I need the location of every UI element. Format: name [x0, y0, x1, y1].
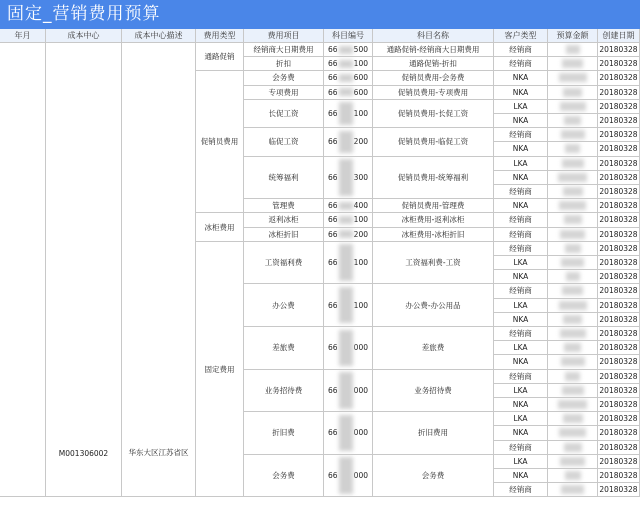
account-code-suffix: 100	[353, 59, 368, 69]
account-code-suffix: 200	[353, 137, 368, 147]
account-code-suffix: 100	[353, 300, 368, 310]
account-code-prefix: 66	[328, 229, 338, 239]
account-code-suffix: 600	[353, 73, 368, 83]
fee-type-cell: 通路促销	[196, 43, 244, 71]
redacted-block	[559, 428, 586, 437]
customer-type-cell: LKA	[494, 100, 548, 114]
account-code-cell	[324, 86, 373, 100]
budget-table	[0, 29, 640, 511]
customer-type-cell: NKA	[494, 355, 548, 369]
account-code-cell	[324, 199, 373, 213]
redacted-block	[561, 485, 584, 494]
customer-type-cell: LKA	[494, 455, 548, 469]
budget-amount-cell	[548, 185, 598, 199]
customer-type-cell: 经销商	[494, 242, 548, 256]
customer-type-cell: 经销商	[494, 213, 548, 227]
account-code-cell	[324, 228, 373, 242]
budget-amount-cell	[548, 370, 598, 384]
customer-type-cell: NKA	[494, 114, 548, 128]
create-date-cell: 20180328	[598, 86, 640, 100]
create-date-cell: 20180328	[598, 242, 640, 256]
account-code-prefix: 66	[328, 73, 338, 83]
fee-item-cell: 折旧费	[244, 412, 324, 455]
page-title: 固定_营销费用预算	[0, 0, 640, 29]
account-name-cell: 促销员费用-长促工资	[373, 100, 494, 128]
account-code-cell	[324, 71, 373, 85]
redacted-block	[339, 457, 353, 494]
create-date-cell: 20180328	[598, 228, 640, 242]
account-name-cell: 冰柜费用-冰柜折旧	[373, 228, 494, 242]
budget-amount-cell	[548, 313, 598, 327]
customer-type-cell: 经销商	[494, 128, 548, 142]
redacted-block	[339, 372, 353, 409]
redacted-block	[562, 159, 584, 168]
account-code-cell	[324, 370, 373, 413]
customer-type-cell: LKA	[494, 384, 548, 398]
account-code-prefix: 66	[328, 385, 338, 395]
budget-amount-cell	[548, 71, 598, 85]
redacted-block	[564, 443, 582, 452]
customer-type-cell: NKA	[494, 313, 548, 327]
customer-type-cell: 经销商	[494, 284, 548, 298]
create-date-cell: 20180328	[598, 412, 640, 426]
customer-type-cell: 经销商	[494, 185, 548, 199]
create-date-cell: 20180328	[598, 370, 640, 384]
redacted-block	[559, 201, 586, 210]
account-code-prefix: 66	[328, 59, 338, 69]
column-header: 创建日期	[598, 29, 640, 43]
account-code-cell	[324, 128, 373, 156]
fee-item-cell: 经销商大日期费用	[244, 43, 324, 57]
create-date-cell: 20180328	[598, 384, 640, 398]
fee-type-cell: 固定费用	[196, 242, 244, 498]
account-name-cell: 工资福利费-工资	[373, 242, 494, 285]
account-code-prefix: 66	[328, 428, 338, 438]
year-month-cell	[0, 43, 46, 497]
redacted-block	[339, 102, 353, 124]
redacted-block	[565, 244, 581, 253]
account-name-cell: 促销员费用-专项费用	[373, 86, 494, 100]
create-date-cell: 20180328	[598, 355, 640, 369]
budget-amount-cell	[548, 199, 598, 213]
customer-type-cell: LKA	[494, 341, 548, 355]
create-date-cell: 20180328	[598, 398, 640, 412]
customer-type-cell: 经销商	[494, 327, 548, 341]
budget-amount-cell	[548, 43, 598, 57]
fee-item-cell: 管理费	[244, 199, 324, 213]
customer-type-cell: 经销商	[494, 228, 548, 242]
column-header: 成本中心	[46, 29, 122, 43]
create-date-cell: 20180328	[598, 284, 640, 298]
account-code-suffix: 100	[353, 258, 368, 268]
customer-type-cell: LKA	[494, 157, 548, 171]
account-code-prefix: 66	[328, 201, 338, 211]
fee-item-cell: 返利冰柜	[244, 213, 324, 227]
create-date-cell: 20180328	[598, 199, 640, 213]
column-header: 成本中心描述	[122, 29, 196, 43]
budget-amount-cell	[548, 469, 598, 483]
account-code-prefix: 66	[328, 343, 338, 353]
budget-amount-cell	[548, 441, 598, 455]
fee-item-cell: 冰柜折旧	[244, 228, 324, 242]
create-date-cell: 20180328	[598, 341, 640, 355]
redacted-block	[564, 343, 581, 352]
create-date-cell: 20180328	[598, 426, 640, 440]
create-date-cell: 20180328	[598, 71, 640, 85]
customer-type-cell: NKA	[494, 71, 548, 85]
account-code-prefix: 66	[328, 108, 338, 118]
budget-amount-cell	[548, 284, 598, 298]
redacted-block	[565, 372, 580, 381]
customer-type-cell: 经销商	[494, 441, 548, 455]
redacted-block	[559, 73, 587, 82]
budget-amount-cell	[548, 384, 598, 398]
fee-item-cell: 差旅费	[244, 327, 324, 370]
redacted-block	[339, 46, 353, 54]
redacted-block	[339, 74, 353, 82]
customer-type-cell: NKA	[494, 199, 548, 213]
fee-item-cell: 统筹福利	[244, 157, 324, 200]
account-code-prefix: 66	[328, 137, 338, 147]
redacted-block	[563, 414, 583, 423]
column-header: 费用类型	[196, 29, 244, 43]
budget-amount-cell	[548, 128, 598, 142]
budget-amount-cell	[548, 299, 598, 313]
account-code-prefix: 66	[328, 258, 338, 268]
budget-amount-cell	[548, 171, 598, 185]
customer-type-cell: LKA	[494, 412, 548, 426]
redacted-block	[339, 131, 353, 153]
account-name-cell: 促销员费用-管理费	[373, 199, 494, 213]
fee-item-cell: 工资福利费	[244, 242, 324, 285]
account-code-prefix: 66	[328, 471, 338, 481]
budget-amount-cell	[548, 355, 598, 369]
account-name-cell: 会务费	[373, 455, 494, 498]
account-name-cell: 促销员费用-会务费	[373, 71, 494, 85]
account-code-cell	[324, 100, 373, 128]
create-date-cell: 20180328	[598, 483, 640, 497]
redacted-block	[339, 216, 353, 224]
column-header: 费用项目	[244, 29, 324, 43]
redacted-block	[339, 244, 353, 281]
redacted-block	[339, 415, 353, 452]
account-code-prefix: 66	[328, 215, 338, 225]
column-header: 年月	[0, 29, 46, 43]
redacted-block	[339, 287, 353, 324]
fee-item-cell: 折扣	[244, 57, 324, 71]
account-code-prefix: 66	[328, 87, 338, 97]
budget-amount-cell	[548, 100, 598, 114]
account-code-prefix: 66	[328, 45, 338, 55]
fee-item-cell: 专项费用	[244, 86, 324, 100]
budget-amount-cell	[548, 86, 598, 100]
account-code-cell	[324, 213, 373, 227]
redacted-block	[339, 230, 353, 238]
account-code-suffix: 100	[353, 215, 368, 225]
account-code-suffix: 200	[353, 229, 368, 239]
column-header: 客户类型	[494, 29, 548, 43]
redacted-block	[563, 88, 582, 97]
create-date-cell: 20180328	[598, 100, 640, 114]
fee-item-cell: 长促工资	[244, 100, 324, 128]
cost-center-cell: M001306002	[46, 43, 122, 497]
budget-amount-cell	[548, 398, 598, 412]
customer-type-cell: NKA	[494, 398, 548, 412]
fee-item-cell: 会务费	[244, 71, 324, 85]
budget-amount-cell	[548, 455, 598, 469]
customer-type-cell: NKA	[494, 270, 548, 284]
create-date-cell: 20180328	[598, 469, 640, 483]
customer-type-cell: NKA	[494, 426, 548, 440]
budget-amount-cell	[548, 114, 598, 128]
customer-type-cell: NKA	[494, 142, 548, 156]
budget-amount-cell	[548, 270, 598, 284]
budget-amount-cell	[548, 242, 598, 256]
fee-type-cell: 冰柜费用	[196, 213, 244, 241]
account-code-suffix: 000	[353, 428, 368, 438]
account-code-cell	[324, 57, 373, 71]
account-code-suffix: 000	[353, 471, 368, 481]
account-name-cell: 促销员费用-统筹福利	[373, 157, 494, 200]
account-code-cell	[324, 284, 373, 327]
account-code-cell	[324, 242, 373, 285]
redacted-block	[564, 215, 582, 224]
create-date-cell: 20180328	[598, 256, 640, 270]
redacted-block	[566, 45, 580, 54]
redacted-block	[564, 116, 581, 125]
create-date-cell: 20180328	[598, 128, 640, 142]
account-code-suffix: 000	[353, 343, 368, 353]
fee-item-cell: 临促工资	[244, 128, 324, 156]
fee-item-cell: 会务费	[244, 455, 324, 498]
account-code-suffix: 100	[353, 108, 368, 118]
redacted-block	[339, 88, 353, 96]
customer-type-cell: 经销商	[494, 483, 548, 497]
redacted-block	[561, 130, 585, 139]
redacted-block	[562, 59, 583, 68]
create-date-cell: 20180328	[598, 455, 640, 469]
budget-amount-cell	[548, 327, 598, 341]
fee-item-cell: 业务招待费	[244, 370, 324, 413]
create-date-cell: 20180328	[598, 114, 640, 128]
create-date-cell: 20180328	[598, 43, 640, 57]
account-name-cell: 冰柜费用-返利冰柜	[373, 213, 494, 227]
redacted-block	[339, 202, 353, 210]
redacted-block	[563, 315, 582, 324]
column-header: 科目名称	[373, 29, 494, 43]
redacted-block	[562, 386, 584, 395]
customer-type-cell: LKA	[494, 256, 548, 270]
create-date-cell: 20180328	[598, 313, 640, 327]
create-date-cell: 20180328	[598, 270, 640, 284]
account-name-cell: 通路促销-经销商大日期费用	[373, 43, 494, 57]
budget-amount-cell	[548, 57, 598, 71]
account-code-prefix: 66	[328, 172, 338, 182]
account-code-cell	[324, 412, 373, 455]
redacted-block	[565, 471, 581, 480]
customer-type-cell: NKA	[494, 86, 548, 100]
redacted-block	[560, 230, 585, 239]
account-name-cell: 促销员费用-临促工资	[373, 128, 494, 156]
redacted-block	[561, 258, 584, 267]
redacted-block	[560, 329, 586, 338]
account-code-cell	[324, 157, 373, 200]
create-date-cell: 20180328	[598, 157, 640, 171]
account-name-cell: 折旧费用	[373, 412, 494, 455]
budget-amount-cell	[548, 228, 598, 242]
customer-type-cell: NKA	[494, 171, 548, 185]
create-date-cell: 20180328	[598, 299, 640, 313]
redacted-block	[339, 60, 353, 68]
fee-item-cell: 办公费	[244, 284, 324, 327]
create-date-cell: 20180328	[598, 185, 640, 199]
customer-type-cell: 经销商	[494, 57, 548, 71]
account-code-suffix: 400	[353, 201, 368, 211]
cost-center-desc-cell: 华东大区江苏省区	[122, 43, 196, 497]
budget-amount-cell	[548, 341, 598, 355]
account-name-cell: 差旅费	[373, 327, 494, 370]
budget-amount-cell	[548, 412, 598, 426]
redacted-block	[566, 272, 580, 281]
budget-amount-cell	[548, 157, 598, 171]
redacted-block	[561, 357, 585, 366]
account-name-cell: 办公费-办公用品	[373, 284, 494, 327]
account-name-cell: 业务招待费	[373, 370, 494, 413]
redacted-block	[560, 457, 585, 466]
customer-type-cell: 经销商	[494, 370, 548, 384]
redacted-block	[559, 301, 587, 310]
redacted-block	[339, 159, 353, 196]
redacted-block	[563, 187, 583, 196]
budget-amount-cell	[548, 256, 598, 270]
budget-amount-cell	[548, 426, 598, 440]
create-date-cell: 20180328	[598, 327, 640, 341]
redacted-block	[565, 144, 580, 153]
account-code-cell	[324, 455, 373, 498]
redacted-block	[558, 400, 587, 409]
account-code-cell	[324, 327, 373, 370]
customer-type-cell: NKA	[494, 469, 548, 483]
account-code-cell	[324, 43, 373, 57]
budget-amount-cell	[548, 142, 598, 156]
create-date-cell: 20180328	[598, 441, 640, 455]
budget-amount-cell	[548, 213, 598, 227]
redacted-block	[558, 173, 587, 182]
fee-type-cell: 促销员费用	[196, 71, 244, 213]
account-name-cell: 通路促销-折扣	[373, 57, 494, 71]
account-code-suffix: 600	[353, 87, 368, 97]
redacted-block	[339, 330, 353, 367]
account-code-suffix: 500	[353, 45, 368, 55]
account-code-prefix: 66	[328, 300, 338, 310]
budget-amount-cell	[548, 483, 598, 497]
create-date-cell: 20180328	[598, 213, 640, 227]
customer-type-cell: LKA	[494, 299, 548, 313]
create-date-cell: 20180328	[598, 142, 640, 156]
column-header: 科目编号	[324, 29, 373, 43]
customer-type-cell: 经销商	[494, 43, 548, 57]
redacted-block	[562, 286, 583, 295]
account-code-suffix: 000	[353, 385, 368, 395]
redacted-block	[560, 102, 586, 111]
create-date-cell: 20180328	[598, 171, 640, 185]
create-date-cell: 20180328	[598, 57, 640, 71]
account-code-suffix: 300	[353, 172, 368, 182]
column-header: 预算金额	[548, 29, 598, 43]
